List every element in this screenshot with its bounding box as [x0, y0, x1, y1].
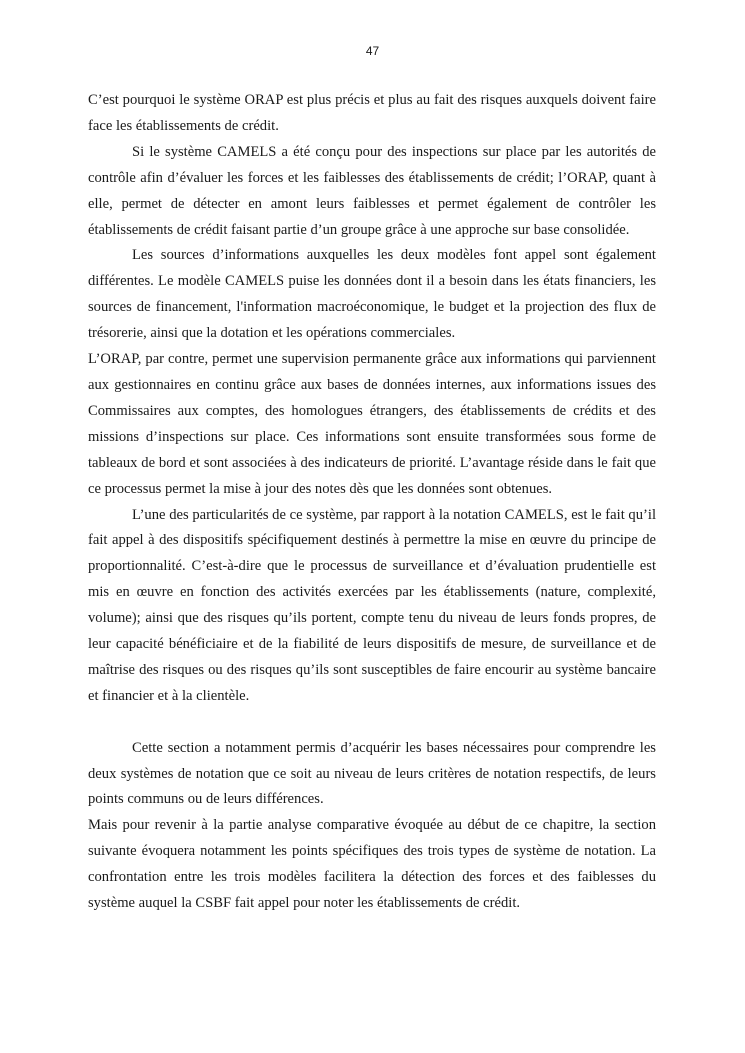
paragraph-information-sources: Les sources d’informations auxquelles les deux modèles font appel sont également différentes. Le modèle CAMELS puise les données dont il a besoin dans les états financiers, les sources de financement, l'information macroéconomique, le budget et la projection des flux de trésorerie, ainsi que la dotation et les opérations commerciales. — [88, 247, 656, 342]
paragraph-proportionality: L’une des particularités de ce système, par rapport à la notation CAMELS, est le fait qu’il fait appel à des dispositifs spécifiquement destinés à permettre la mise en œuvre du principe de proportionnalité. C’est-à-dire que le processus de surveillance et d’évaluation prudentielle est mis en œuvre en fonction des activités exercées par les établissements (nature, complexité, volume); ainsi que des risques qu’ils portent, compte tenu du niveau de leurs fonds propres, de leur capacité bénéficiaire et de la fiabilité de leurs dispositifs de mesure, de surveillance et de maîtrise des risques ou des risques qu’ils sont susceptibles de faire encourir au système bancaire et financier et à la clientèle. — [88, 506, 656, 704]
paragraph-camels-vs-orap-purpose: Si le système CAMELS a été conçu pour des inspections sur place par les autorités de contrôle afin d’évaluer les forces et les faiblesses des établissements de crédit; l’ORAP, quant à elle, permet de détecter en amont leurs faiblesses et permet également de contrôler les établissements de crédit faisant partie d’un groupe grâce à une approche sur base consolidée. — [88, 143, 656, 238]
document-body — [88, 88, 656, 917]
paragraph-section-summary: Cette section a notamment permis d’acquérir les bases nécessaires pour comprendre les deux systèmes de notation que ce soit au niveau de leurs critères de notation respectifs, de leurs points communs ou de leurs différences. — [88, 739, 656, 808]
paragraph-spacer — [88, 710, 656, 736]
paragraph-next-section: Mais pour revenir à la partie analyse comparative évoquée au début de ce chapitre, la section suivante évoquera notamment les points spécifiques des trois types de système de notation. La confrontation entre les trois modèles facilitera la détection des forces et des faiblesses du système auquel la CSBF fait appel pour noter les établissements de crédit. — [88, 817, 656, 912]
page-number: 47 — [365, 44, 380, 58]
paragraph-orap-precision: C’est pourquoi le système ORAP est plus précis et plus au fait des risques auxquels doivent faire face les établissements de crédit. — [88, 92, 656, 134]
paragraph-orap-supervision: L’ORAP, par contre, permet une supervision permanente grâce aux informations qui parviennent aux gestionnaires en continu grâce aux bases de données internes, aux informations issues des Commissaires aux comptes, des homologues étrangers, des établissements de crédits et des missions d’inspections sur place. Ces informations sont ensuite transformées sous forme de tableaux de bord et sont associées à des indicateurs de priorité. L’avantage réside dans le fait que ce processus permet la mise à jour des notes dès que les données sont obtenues. — [88, 351, 656, 497]
